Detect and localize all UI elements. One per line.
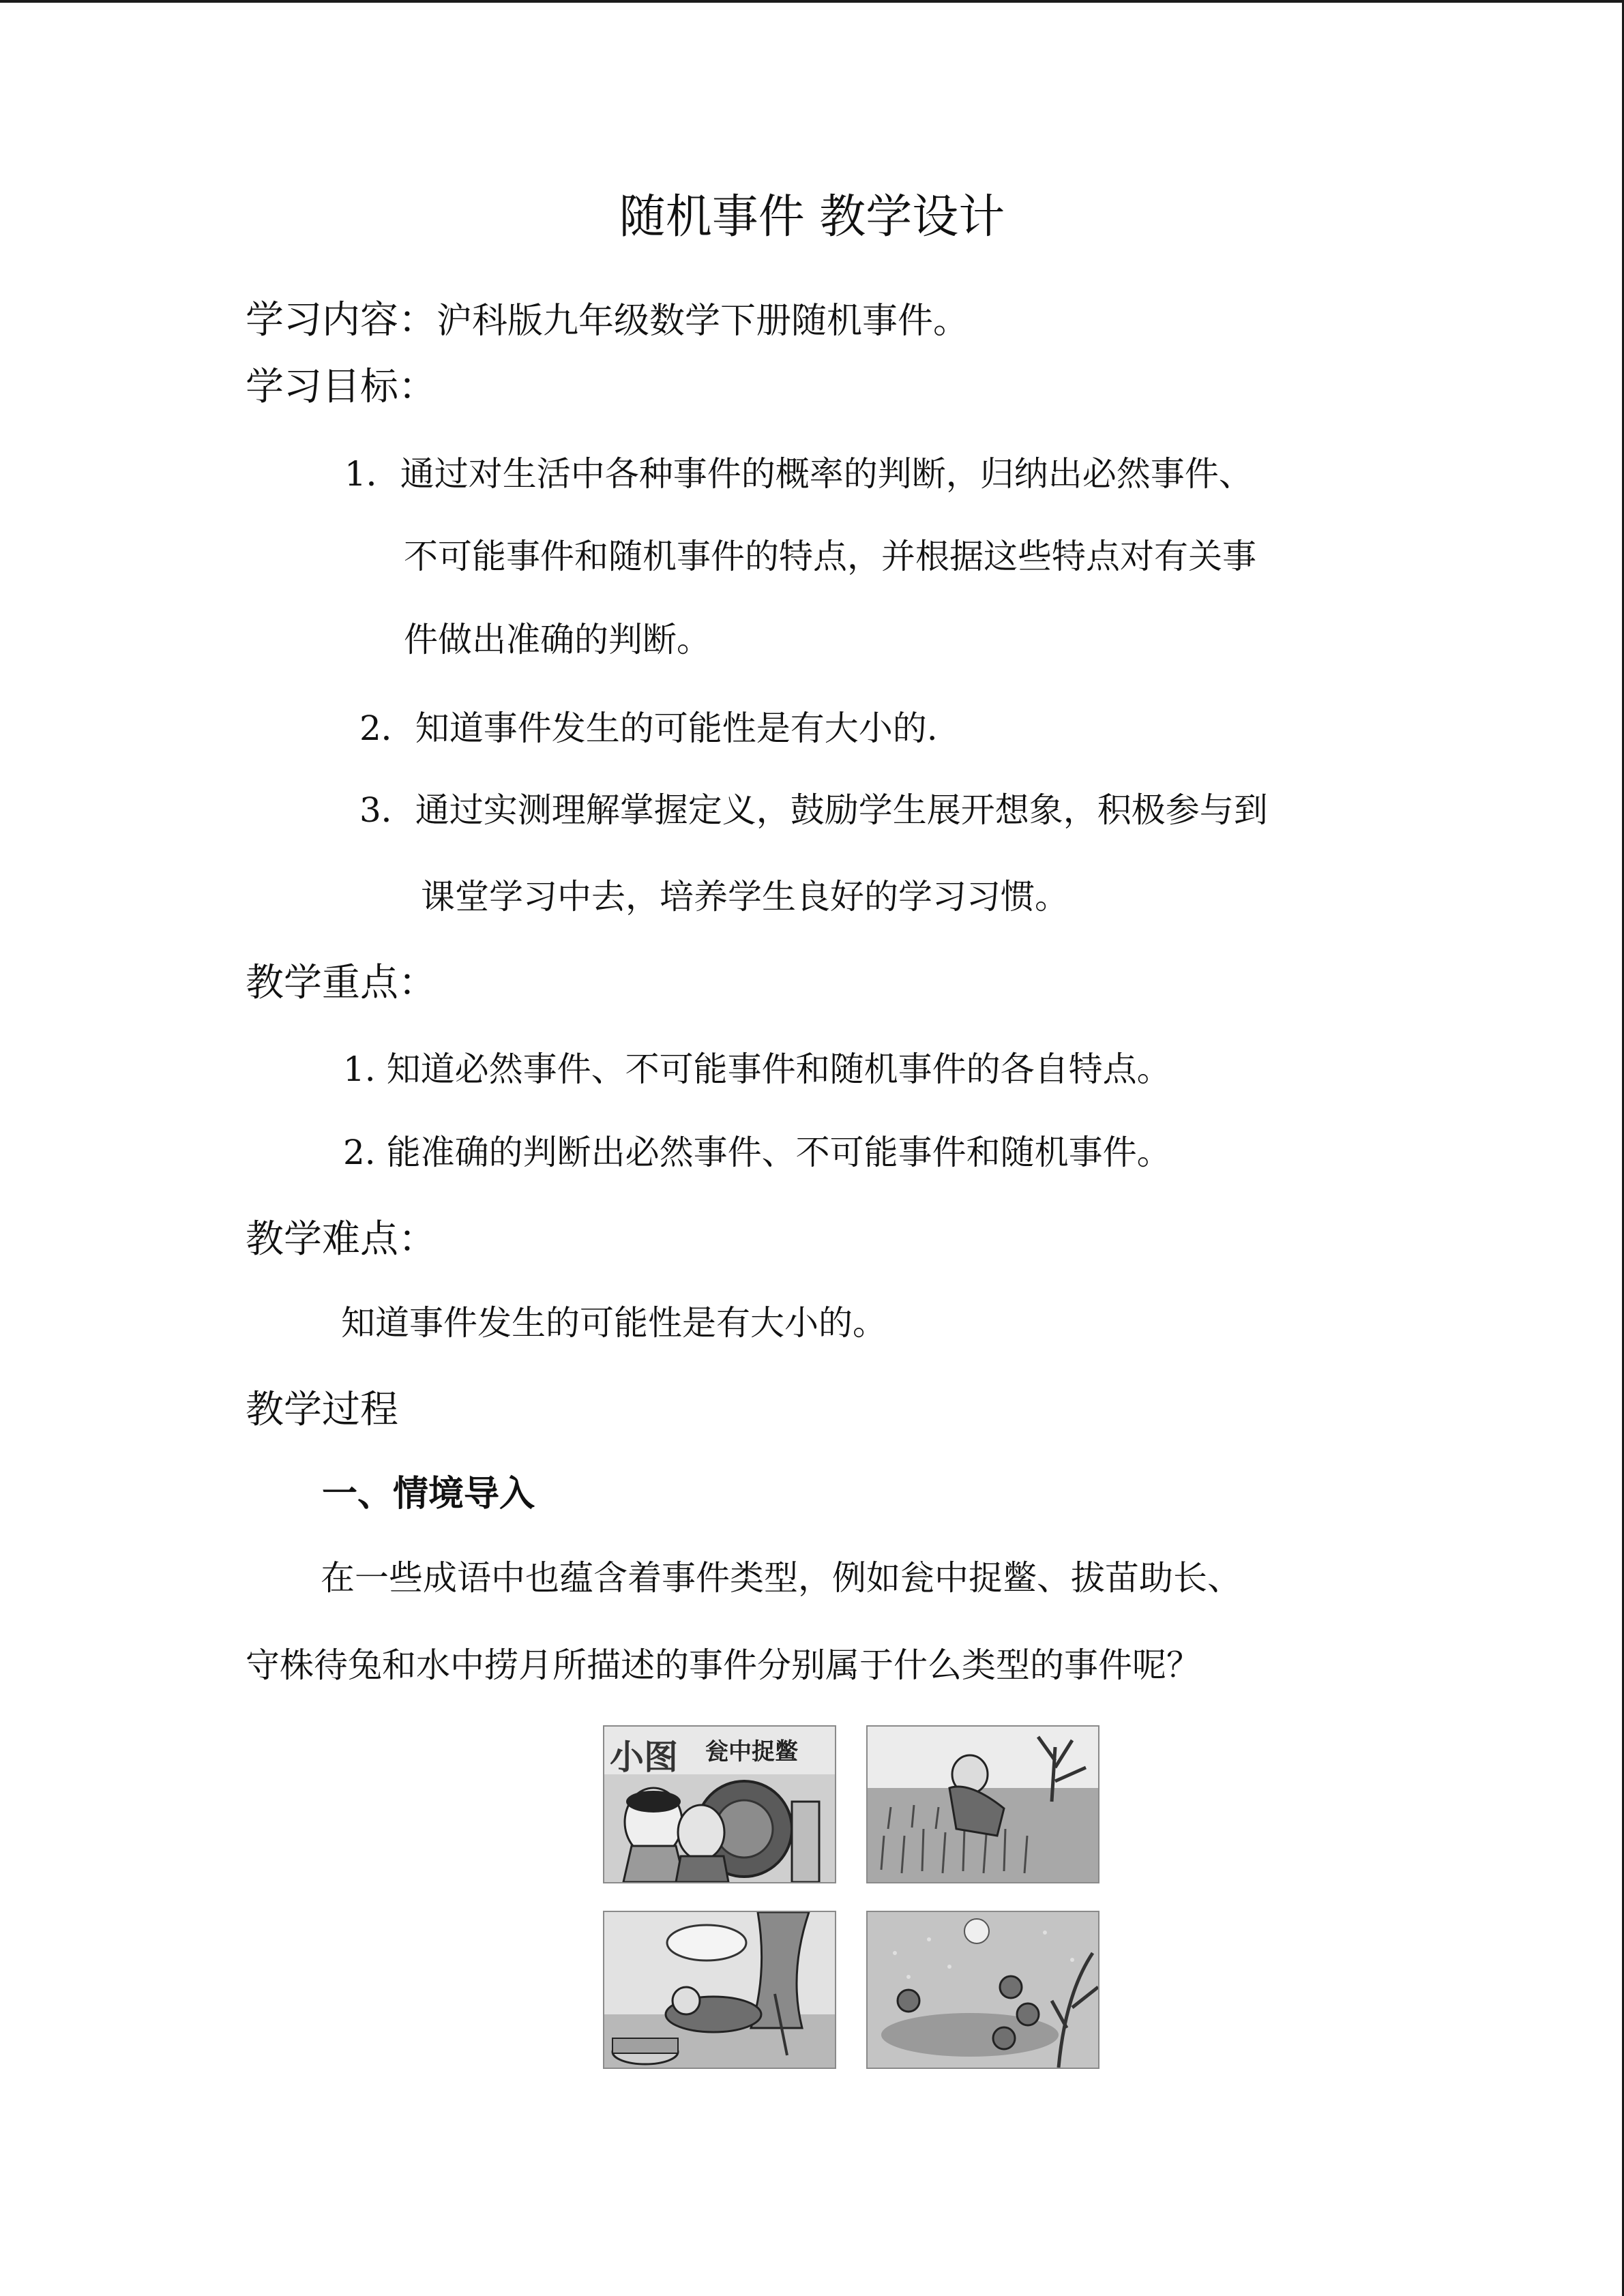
key-point-line: 1. 知道必然事件、不可能事件和随机事件的各自特点。 [343,1049,1171,1089]
top-border [0,0,1624,3]
objective-line: 2．知道事件发生的可能性是有大小的. [359,709,938,748]
objective-line: 1．通过对生活中各种事件的概率的判断，归纳出必然事件、 [344,454,1253,494]
objectives-heading: 学习目标： [246,365,437,409]
image-caption: 瓮中捉鳖 [705,1738,798,1765]
idiom-illustration-wait-by-stump [603,1911,836,2069]
idiom-illustration-pull-seedlings [866,1725,1099,1883]
difficulty-text: 知道事件发生的可能性是有大小的。 [341,1303,887,1343]
wait-by-stump-drawing [604,1912,835,2068]
content-heading [246,297,969,343]
catch-turtle-drawing [604,1727,835,1882]
content-label: 学习内容： [246,298,437,342]
document-title: 随机事件 教学设计 [619,190,1005,244]
moon-in-water-drawing [868,1912,1098,2068]
section-heading: 一、情境导入 [322,1474,535,1515]
paragraph-line: 在一些成语中也蕴含着事件类型，例如瓮中捉鳖、拔苗助长、 [321,1558,1241,1598]
process-heading: 教学过程 [246,1388,398,1432]
key-points-heading: 教学重点： [246,961,437,1005]
paragraph-line: 守株待兔和水中捞月所描述的事件分别属于什么类型的事件呢？ [246,1645,1200,1685]
content-text: 沪科版九年级数学下册随机事件。 [437,301,969,342]
objective-line: 不可能事件和随机事件的特点，并根据这些特点对有关事 [404,537,1256,576]
objective-line: 课堂学习中去，培养学生良好的学习习惯。 [421,877,1069,916]
difficulty-heading: 教学难点： [246,1217,437,1262]
key-point-line: 2. 能准确的判断出必然事件、不可能事件和随机事件。 [343,1133,1171,1172]
objective-line: 3．通过实测理解掌握定义，鼓励学生展开想象，积极参与到 [359,790,1268,830]
seal-text: 小图 [610,1738,678,1777]
idiom-illustration-catch-turtle [603,1725,836,1883]
pull-seedlings-drawing [868,1727,1098,1882]
idiom-illustration-moon-in-water [866,1911,1099,2069]
objective-line: 件做出准确的判断。 [404,620,711,659]
